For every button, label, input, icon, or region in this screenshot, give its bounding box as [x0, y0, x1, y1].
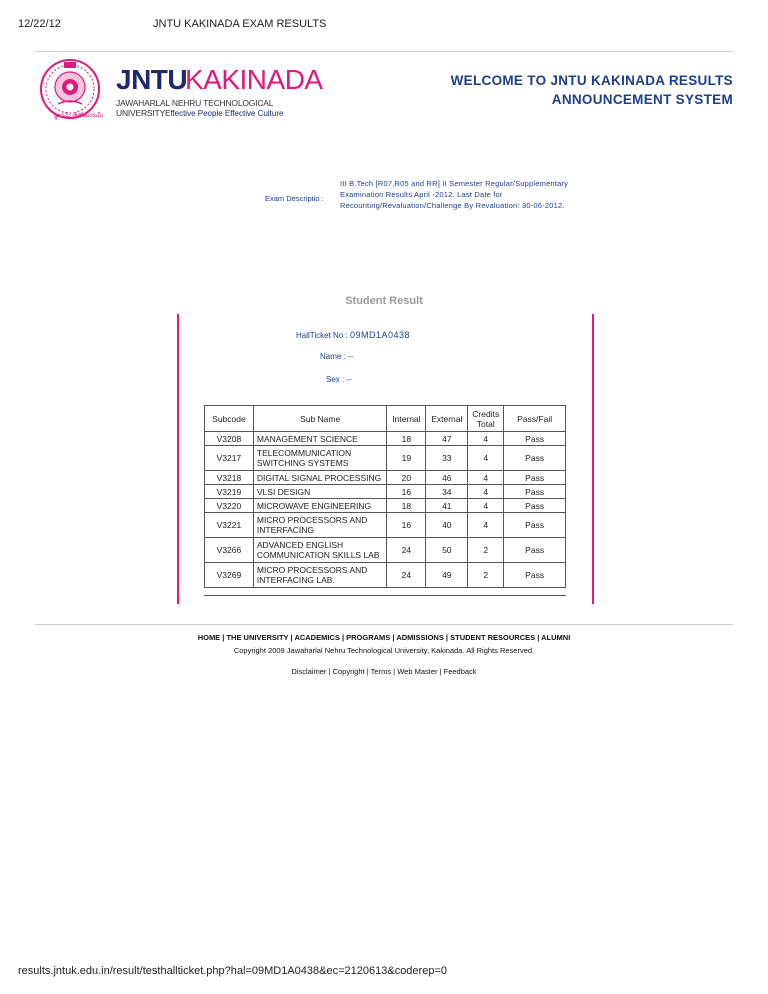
cell-credits: 2 — [468, 563, 504, 588]
footer-link-admissions[interactable]: ADMISSIONS — [396, 633, 444, 642]
table-row — [205, 563, 566, 588]
footer-divider — [35, 624, 733, 625]
cell-internal: 18 — [387, 499, 426, 513]
result-border-right — [592, 314, 594, 604]
cell-credits: 2 — [468, 538, 504, 563]
brand-kakinada: KAKINADA — [185, 64, 323, 95]
cell-subname: MICRO PROCESSORS AND INTERFACING LAB. — [253, 563, 387, 588]
cell-subname: MICROWAVE ENGINEERING — [253, 499, 387, 513]
print-date: 12/22/12 — [18, 18, 61, 30]
cell-subname: VLSI DESIGN — [253, 485, 387, 499]
cell-external: 41 — [426, 499, 468, 513]
cell-internal: 19 — [387, 446, 426, 471]
student-result-heading: Student Result — [345, 295, 423, 307]
cell-subname: ADVANCED ENGLISH COMMUNICATION SKILLS LAB — [253, 538, 387, 563]
brand-tagline: Effective People Effective Culture — [165, 109, 284, 118]
cell-internal: 16 — [387, 485, 426, 499]
header-pass-fail: Pass/Fail — [504, 406, 566, 432]
cell-credits: 4 — [468, 446, 504, 471]
hallticket-value: 09MD1A0438 — [349, 330, 410, 340]
emblem-motto: జ్ఞానమ్ తేజోమయమ్ — [54, 113, 104, 119]
footer-link-student-resources[interactable]: STUDENT RESOURCES — [450, 633, 536, 642]
footer-link-home[interactable]: HOME — [197, 633, 221, 642]
sex-value: -- — [346, 375, 352, 384]
table-row — [205, 499, 566, 513]
copyright-text: Copyright 2009 Jawaharlal Nehru Technological University, Kakinada. All Rights Reserved. — [233, 646, 535, 655]
name-label: Name : — [320, 352, 346, 361]
cell-external: 46 — [426, 471, 468, 485]
brand-jntu: JNTU — [116, 64, 188, 95]
cell-internal: 18 — [387, 432, 426, 446]
cell-subcode: V3269 — [205, 563, 254, 588]
cell-internal: 24 — [387, 563, 426, 588]
cell-credits: 4 — [468, 471, 504, 485]
sex-row — [326, 375, 352, 384]
footer-link-disclaimer[interactable]: Disclaimer — [291, 667, 327, 676]
cell-internal: 16 — [387, 513, 426, 538]
header-credits-line2: Total — [476, 418, 495, 429]
hallticket-row — [296, 330, 410, 340]
legal-links: Disclaimer | Copyright | Terms | Web Master | Feedback — [291, 667, 477, 676]
table-bottom-rule — [204, 595, 566, 596]
footer-link-academics[interactable]: ACADEMICS — [294, 633, 340, 642]
footer-link-feedback[interactable]: Feedback — [443, 667, 477, 676]
table-row — [205, 538, 566, 563]
footer-link-programs[interactable]: PROGRAMS — [346, 633, 391, 642]
footer-link-university[interactable]: THE UNIVERSITY — [226, 633, 289, 642]
cell-subcode: V3218 — [205, 471, 254, 485]
cell-result: Pass — [504, 538, 566, 563]
cell-result: Pass — [504, 471, 566, 485]
header-external: External — [426, 406, 468, 432]
table-row — [205, 446, 566, 471]
cell-internal: 20 — [387, 471, 426, 485]
footer-link-copyright[interactable]: Copyright — [332, 667, 365, 676]
cell-credits: 4 — [468, 432, 504, 446]
sex-label: Sex : — [326, 375, 345, 384]
header-divider — [35, 51, 733, 52]
footer-nav: HOME | THE UNIVERSITY | ACADEMICS | PROGRAMS | ADMISSIONS | STUDENT RESOURCES | ALUMNI — [197, 633, 571, 642]
cell-result: Pass — [504, 446, 566, 471]
marks-table-header — [205, 406, 566, 432]
cell-subcode: V3208 — [205, 432, 254, 446]
cell-result: Pass — [504, 513, 566, 538]
cell-external: 50 — [426, 538, 468, 563]
cell-subname: DIGITAL SIGNAL PROCESSING — [253, 471, 387, 485]
cell-subcode: V3266 — [205, 538, 254, 563]
cell-result: Pass — [504, 499, 566, 513]
exam-description-label: Exam Descriptio : — [265, 194, 324, 203]
footer-link-terms[interactable]: Terms — [370, 667, 392, 676]
cell-subcode: V3219 — [205, 485, 254, 499]
header-internal: Internal — [387, 406, 426, 432]
header-credits — [468, 406, 504, 432]
print-url: results.jntuk.edu.in/result/testhallticket.php?hal=09MD1A0438&ec=2120613&coderep=0 — [18, 965, 447, 977]
result-border-left — [177, 314, 179, 604]
brand-university-name: JAWAHARLAL NEHRU TECHNOLOGICAL UNIVERSITY — [116, 98, 273, 118]
table-row — [205, 485, 566, 499]
welcome-heading — [451, 71, 733, 109]
cell-credits: 4 — [468, 499, 504, 513]
print-header — [18, 18, 750, 32]
header-credits-line1: Credits — [472, 408, 500, 419]
cell-result: Pass — [504, 485, 566, 499]
cell-external: 34 — [426, 485, 468, 499]
footer-link-alumni[interactable]: ALUMNI — [541, 633, 571, 642]
cell-credits: 4 — [468, 513, 504, 538]
cell-result: Pass — [504, 563, 566, 588]
cell-external: 40 — [426, 513, 468, 538]
name-row — [320, 352, 353, 361]
print-page-title: JNTU KAKINADA EXAM RESULTS — [153, 18, 327, 30]
name-value: -- — [348, 352, 354, 361]
cell-subname: MANAGEMENT SCIENCE — [253, 432, 387, 446]
cell-subcode: V3221 — [205, 513, 254, 538]
cell-external: 33 — [426, 446, 468, 471]
header-subname: Sub Name — [253, 406, 387, 432]
header-subcode: Subcode — [205, 406, 254, 432]
cell-internal: 24 — [387, 538, 426, 563]
cell-result: Pass — [504, 432, 566, 446]
cell-subname: TELECOMMUNICATION SWITCHING SYSTEMS — [253, 446, 387, 471]
table-row — [205, 471, 566, 485]
cell-external: 47 — [426, 432, 468, 446]
cell-external: 49 — [426, 563, 468, 588]
cell-credits: 4 — [468, 485, 504, 499]
welcome-line-1: WELCOME TO JNTU KAKINADA RESULTS — [450, 73, 733, 88]
hallticket-label: HallTicket No : — [296, 331, 348, 340]
jntu-logo[interactable] — [38, 58, 323, 122]
marks-table — [204, 405, 566, 588]
cell-subcode: V3220 — [205, 499, 254, 513]
cell-subcode: V3217 — [205, 446, 254, 471]
footer-link-web-master[interactable]: Web Master — [397, 667, 438, 676]
exam-description-text: III B.Tech [R07,R05 and RR] II Semester Regular/Supplementary Examination Results April -2012. Last Date for Recounting/Revaluation/Challenge By Revaluation: 30-06-2012. — [340, 179, 569, 210]
table-row — [205, 513, 566, 538]
table-row — [205, 432, 566, 446]
welcome-line-2: ANNOUNCEMENT SYSTEM — [551, 92, 733, 107]
cell-subname: MICRO PROCESSORS AND INTERFACING — [253, 513, 387, 538]
